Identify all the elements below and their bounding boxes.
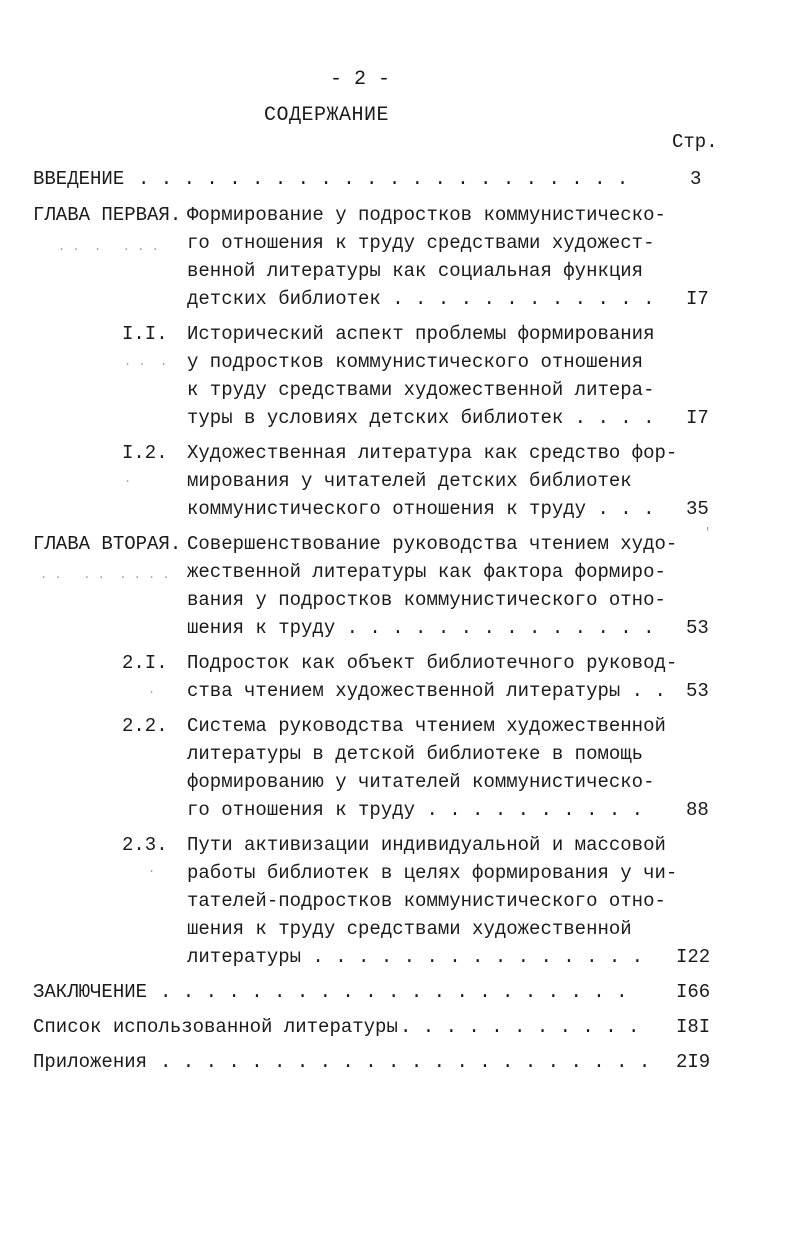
toc-entry-text-line: . . . . . . . . . . . . . . . . . . . . . <box>160 981 628 1003</box>
scan-speck: . . . . . . . . <box>40 568 170 582</box>
toc-entry-page-number: 2I9 <box>676 1051 711 1073</box>
scan-speck: . <box>148 683 156 697</box>
scan-speck: . . . <box>124 355 168 369</box>
toc-entry-page-number: 53 <box>686 617 709 639</box>
page-number: - 2 - <box>330 68 391 91</box>
page-title: СОДЕРЖАНИЕ <box>264 104 390 127</box>
toc-entry-page-number: I7 <box>686 288 709 310</box>
toc-entry-text-line: шения к труду средствами художественной <box>187 918 632 940</box>
toc-entry-page-number: I66 <box>676 981 711 1003</box>
toc-entry-text-line: венной литературы как социальная функция <box>187 260 644 282</box>
toc-entry-text-line: Система руководства чтением художественной <box>187 715 666 737</box>
page-column-header: Стр. <box>672 131 718 153</box>
toc-entry-page-number: 53 <box>686 680 709 702</box>
toc-entry-label: ГЛАВА ПЕРВАЯ. <box>33 204 182 226</box>
toc-entry-text-line: у подростков коммунистического отношения <box>187 351 644 373</box>
toc-entry-text-line: Исторический аспект проблемы формирования <box>187 323 655 345</box>
toc-entry-text-line: к труду средствами художественной литера- <box>187 379 655 401</box>
toc-entry-text-line: детских библиотек . . . . . . . . . . . . <box>187 288 655 310</box>
toc-entry-text-line: ства чтением художественной литературы . . <box>187 680 666 702</box>
toc-entry-text-line: . . . . . . . . . . . . . . . . . . . . . . <box>138 168 629 190</box>
toc-entry-text-line: Совершенствование руководства чтением худо- <box>187 533 678 555</box>
toc-entry-text-line: туры в условиях детских библиотек . . . . <box>187 407 655 429</box>
toc-entry-page-number: I22 <box>676 946 711 968</box>
toc-entry-text-line: . . . . . . . . . . . <box>400 1016 640 1038</box>
toc-entry-text-line: Формирование у подростков коммунистическо- <box>187 204 666 226</box>
toc-entry-text-line: Подросток как объект библиотечного руковод- <box>187 652 678 674</box>
toc-entry-text-line: го отношения к труду . . . . . . . . . . <box>187 799 644 821</box>
toc-entry-text-line: коммунистического отношения к труду . . . <box>187 498 655 520</box>
toc-entry-label: Список использованной литературы <box>33 1016 398 1038</box>
toc-entry-text-line: жественной литературы как фактора формиро- <box>187 561 666 583</box>
toc-entry-label: ЗАКЛЮЧЕНИЕ <box>33 981 148 1003</box>
toc-entry-label: 2.I. <box>122 652 168 674</box>
toc-entry-text-line: формированию у читателей коммунистическо- <box>187 771 655 793</box>
toc-entry-page-number: 88 <box>686 799 709 821</box>
toc-entry-text-line: шения к труду . . . . . . . . . . . . . . <box>187 617 655 639</box>
scan-speck: . <box>124 472 132 486</box>
toc-entry-text-line: мирования у читателей детских библиотек <box>187 470 632 492</box>
scan-speck: . . . . . . <box>58 240 159 254</box>
toc-entry-label: I.I. <box>122 323 168 345</box>
scan-speck: . <box>148 862 156 876</box>
toc-entry-label: 2.2. <box>122 715 168 737</box>
toc-entry-page-number: I7 <box>686 407 709 429</box>
toc-entry-text-line: литературы . . . . . . . . . . . . . . . <box>187 946 644 968</box>
toc-entry-text-line: литературы в детской библиотеке в помощь <box>187 743 644 765</box>
toc-entry-page-number: 35 <box>686 498 709 520</box>
toc-entry-label: 2.3. <box>122 834 168 856</box>
toc-entry-text-line: вания у подростков коммунистического отно- <box>187 589 666 611</box>
toc-entry-text-line: работы библиотек в целях формирования у чи- <box>187 862 678 884</box>
toc-entry-text-line: Художественная литература как средство фор- <box>187 442 678 464</box>
scan-speck: ' <box>704 526 712 540</box>
toc-entry-text-line: Пути активизации индивидуальной и массовой <box>187 834 666 856</box>
toc-entry-label: I.2. <box>122 442 168 464</box>
toc-entry-page-number: I8I <box>676 1016 711 1038</box>
toc-entry-label: ВВЕДЕНИЕ <box>33 168 125 190</box>
toc-entry-label: Приложения <box>33 1051 148 1073</box>
toc-entry-label: ГЛАВА ВТОРАЯ. <box>33 533 182 555</box>
toc-entry-text-line: тателей-подростков коммунистического отно- <box>187 890 666 912</box>
toc-entry-page-number: 3 <box>690 168 702 190</box>
toc-entry-text-line: . . . . . . . . . . . . . . . . . . . . . . <box>160 1051 651 1073</box>
toc-entry-text-line: го отношения к труду средствами художест- <box>187 232 655 254</box>
